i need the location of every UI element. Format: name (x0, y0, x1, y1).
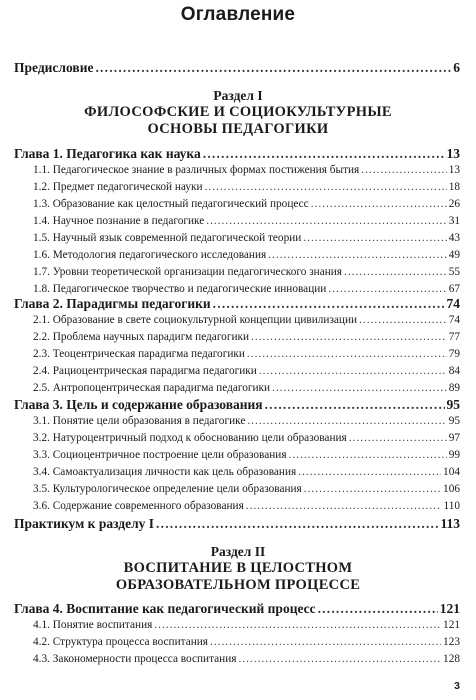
toc-entry-label: 3.4. Самоактуализация личности как цель образования (33, 466, 297, 478)
toc-entry-subsection[interactable] (33, 198, 460, 210)
toc-page-number: 55 (448, 266, 460, 278)
toc-entry-label: Практикум к разделу I (14, 516, 155, 531)
leader-dots (247, 415, 446, 427)
toc-page-number: 49 (448, 249, 460, 261)
toc-page-number: 26 (448, 198, 460, 210)
leader-dots (156, 516, 438, 532)
leader-dots (272, 382, 447, 394)
toc-entry-subsection[interactable] (33, 314, 460, 326)
section-number: Раздел I (213, 88, 263, 103)
leader-dots (361, 164, 446, 176)
leader-dots (298, 466, 441, 478)
leader-dots (251, 331, 447, 343)
toc-entry-label: 2.2. Проблема научных парадигм педагогики (33, 331, 250, 343)
leader-dots (154, 619, 441, 631)
toc-entry-label: 1.6. Методология педагогического исследования (33, 249, 267, 261)
leader-dots (268, 249, 446, 261)
toc-page-number: 89 (448, 382, 460, 394)
leader-dots (265, 397, 445, 413)
leader-dots (328, 283, 446, 295)
toc-page-number: 67 (448, 283, 460, 295)
toc-entry-subsection[interactable] (33, 283, 460, 295)
toc-entry-label: 3.6. Содержание современного образования (33, 500, 244, 512)
toc-entry-label: 2.1. Образование в свете социокультурной концепции цивилизации (33, 314, 358, 326)
toc-page-number: 74 (446, 296, 460, 311)
toc-entry-chapter[interactable] (14, 601, 460, 617)
section-title-line: ОСНОВЫ ПЕДАГОГИКИ (147, 121, 329, 137)
toc-entry-label: Глава 2. Парадигмы педагогики (14, 296, 211, 311)
toc-entry-label: 2.5. Антропоцентрическая парадигма педагогики (33, 382, 271, 394)
toc-entry-label: Глава 4. Воспитание как педагогический процесс (14, 601, 316, 616)
toc-entry-label: 3.3. Социоцентричное построение цели образования (33, 449, 287, 461)
toc-entry-subsection[interactable] (33, 382, 460, 394)
leader-dots (259, 365, 447, 377)
leader-dots (304, 483, 441, 495)
toc-entry-subsection[interactable] (33, 619, 460, 631)
toc-entry-subsection[interactable] (33, 415, 460, 427)
toc-entry-subsection[interactable] (33, 348, 460, 360)
toc-entry-label: 1.1. Педагогическое знание в различных формах постижения бытия (33, 164, 360, 176)
toc-entry-label: 2.3. Теоцентрическая парадигма педагогики (33, 348, 245, 360)
toc-entry-chapter[interactable] (14, 296, 460, 312)
toc-page-number: 79 (448, 348, 460, 360)
toc-page-number: 31 (448, 215, 460, 227)
leader-dots (206, 215, 446, 227)
toc-page-number: 6 (453, 60, 460, 75)
leader-dots (247, 348, 447, 360)
toc-entry-label: 4.3. Закономерности процесса воспитания (33, 653, 237, 665)
toc-entry-subsection[interactable] (33, 331, 460, 343)
toc-page-number: 97 (448, 432, 460, 444)
toc-entry-preface[interactable] (14, 60, 460, 76)
toc-page-number: 13 (446, 146, 460, 161)
toc-entry-subsection[interactable] (33, 249, 460, 261)
toc-page-number: 123 (443, 636, 460, 648)
toc-entry-subsection[interactable] (33, 500, 460, 512)
leader-dots (95, 60, 451, 76)
toc-page-number: 104 (443, 466, 460, 478)
leader-dots (213, 296, 445, 312)
toc-entry-label: 2.4. Рациоцентрическая парадигма педагогики (33, 365, 257, 377)
page-title: Оглавление (180, 4, 296, 25)
toc-page-number: 113 (440, 516, 460, 531)
toc-page-number: 121 (439, 601, 460, 616)
toc-entry-chapter[interactable] (14, 397, 460, 413)
leader-dots (359, 314, 447, 326)
leader-dots (205, 181, 447, 193)
toc-entry-label: 1.7. Уровни теоретической организации педагогического знания (33, 266, 343, 278)
toc-entry-practicum[interactable] (14, 516, 460, 532)
toc-page-number: 18 (448, 181, 460, 193)
toc-entry-label: 3.1. Понятие цели образования в педагогике (33, 415, 246, 427)
toc-page-number: 77 (448, 331, 460, 343)
toc-page-number: 99 (448, 449, 460, 461)
leader-dots (303, 232, 446, 244)
leader-dots (289, 449, 447, 461)
page-folio: 3 (454, 680, 460, 692)
toc-page-number: 43 (448, 232, 460, 244)
toc-entry-label: Глава 1. Педагогика как наука (14, 146, 201, 161)
toc-entry-chapter[interactable] (14, 146, 460, 162)
leader-dots (318, 601, 438, 617)
toc-entry-subsection[interactable] (33, 215, 460, 227)
section-title-line: ОБРАЗОВАТЕЛЬНОМ ПРОЦЕССЕ (115, 577, 361, 593)
toc-entry-subsection[interactable] (33, 181, 460, 193)
toc-entry-subsection[interactable] (33, 483, 460, 495)
toc-entry-subsection[interactable] (33, 266, 460, 278)
toc-entry-label: 4.2. Структура процесса воспитания (33, 636, 208, 648)
leader-dots (311, 198, 447, 210)
toc-entry-label: 1.8. Педагогическое творчество и педагогические инновации (33, 283, 327, 295)
toc-entry-label: 4.1. Понятие воспитания (33, 619, 153, 631)
toc-entry-label: Глава 3. Цель и содержание образования (14, 397, 263, 412)
toc-page-number: 95 (448, 415, 460, 427)
toc-entry-label: 1.2. Предмет педагогической науки (33, 181, 203, 193)
toc-entry-label: 3.5. Культурологическое определение цели образования (33, 483, 302, 495)
toc-page-number: 110 (443, 500, 460, 512)
section-number: Раздел II (210, 544, 266, 559)
toc-entry-label: Предисловие (14, 60, 94, 75)
leader-dots (349, 432, 447, 444)
toc-entry-subsection[interactable] (33, 653, 460, 665)
leader-dots (246, 500, 442, 512)
leader-dots (210, 636, 441, 648)
toc-entry-label: 1.5. Научный язык современной педагогической теории (33, 232, 302, 244)
section-title-line: ФИЛОСОФСКИЕ И СОЦИОКУЛЬТУРНЫЕ (84, 104, 392, 120)
toc-page-number: 74 (448, 314, 460, 326)
leader-dots (238, 653, 441, 665)
toc-page-number: 106 (443, 483, 460, 495)
toc-page-number: 128 (443, 653, 460, 665)
toc-entry-label: 3.2. Натуроцентричный подход к обоснованию цели образования (33, 432, 347, 444)
toc-entry-label: 1.4. Научное познание в педагогике (33, 215, 205, 227)
toc-entry-subsection[interactable] (33, 449, 460, 461)
toc-entry-subsection[interactable] (33, 432, 460, 444)
toc-entry-label: 1.3. Образование как целостный педагогический процесс (33, 198, 309, 210)
toc-entry-subsection[interactable] (33, 232, 460, 244)
toc-page-number: 121 (443, 619, 460, 631)
toc-page-number: 13 (448, 164, 460, 176)
leader-dots (203, 146, 445, 162)
leader-dots (344, 266, 447, 278)
toc-entry-subsection[interactable] (33, 466, 460, 478)
toc-page-number: 84 (448, 365, 460, 377)
toc-entry-subsection[interactable] (33, 164, 460, 176)
section-title-line: ВОСПИТАНИЕ В ЦЕЛОСТНОМ (123, 560, 353, 576)
toc-entry-subsection[interactable] (33, 636, 460, 648)
toc-entry-subsection[interactable] (33, 365, 460, 377)
toc-page-number: 95 (446, 397, 460, 412)
